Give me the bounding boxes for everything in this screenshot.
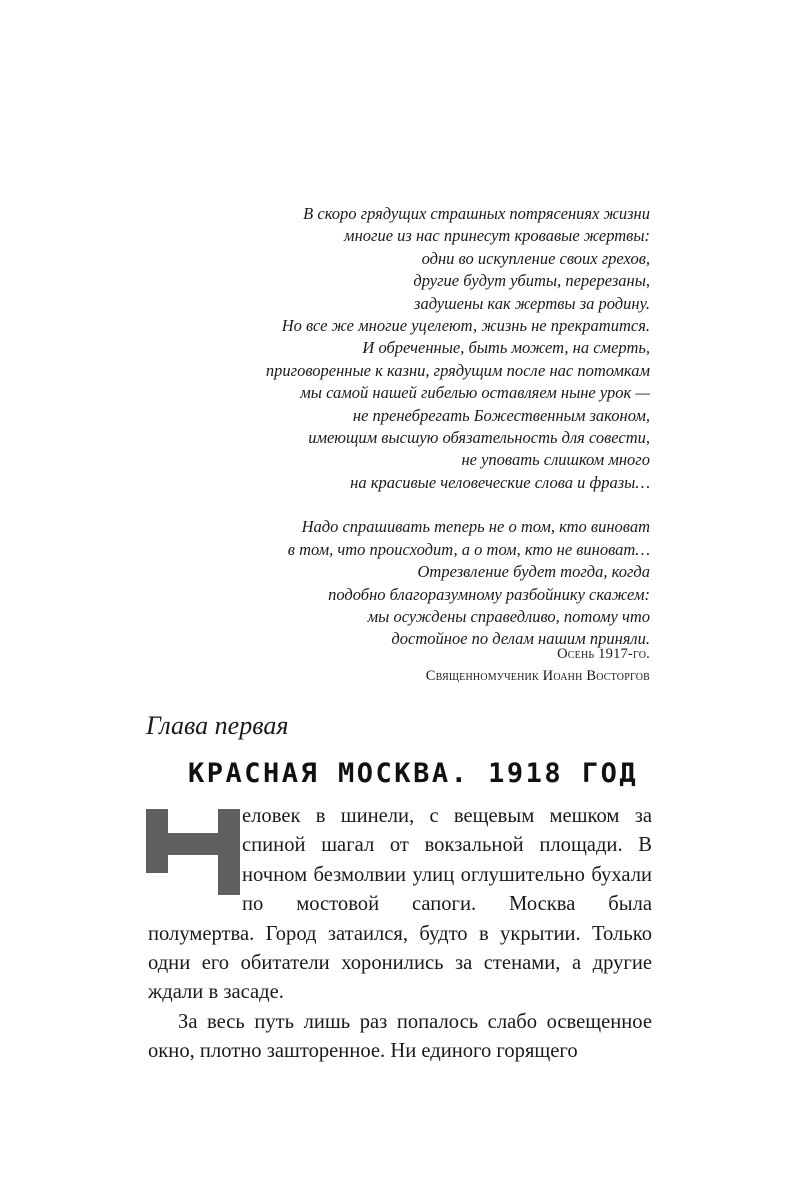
paragraph-text: еловек в шинели, с вещевым мешком за спиной шагал от вокзальной площади. В ночном безмолвии улиц оглушительно бухали по мостовой сапоги. Москва была полумертва. Город затаился, будто в укрытии. Только одни его обитатели хоронились за стенами, а другие ждали в засаде.	[148, 805, 652, 1004]
epigraph-line: Но все же многие уцелеют, жизнь не прекратится.	[281, 316, 650, 336]
epigraph-line: Отрезвление будет тогда, когда	[417, 562, 650, 582]
epigraph-line: многие из нас принесут кровавые жертвы:	[344, 226, 650, 246]
attribution-author: Священномученик Иоанн Восторгов	[425, 668, 650, 684]
epigraph-line: мы самой нашей гибелью оставляем ныне урок —	[300, 383, 650, 403]
chapter-label: Глава первая	[146, 711, 289, 740]
epigraph-line: Надо спрашивать теперь не о том, кто виноват	[301, 517, 650, 537]
epigraph-line: приговоренные к казни, грядущим после нас потомкам	[265, 360, 650, 380]
epigraph-line: не пренебрегать Божественным законом,	[352, 405, 650, 425]
drop-cap-letter	[146, 895, 147, 896]
chapter-title: КРАСНАЯ МОСКВА. 1918 ГОД	[188, 758, 639, 789]
epigraph-line: достойное по делам нашим приняли.	[391, 629, 650, 649]
epigraph-line: на красивые человеческие слова и фразы…	[350, 472, 650, 492]
epigraph-line: одни во искупление своих грехов,	[421, 248, 650, 268]
epigraph-line: В скоро грядущих страшных потрясениях жизни	[303, 204, 650, 223]
epigraph-line: задушены как жертвы за родину.	[414, 293, 650, 313]
epigraph-stanza-1	[230, 203, 650, 494]
epigraph-line: мы осуждены справедливо, потому что	[367, 606, 650, 626]
epigraph	[230, 203, 650, 651]
epigraph-line: подобно благоразумному разбойнику скажем:	[328, 584, 650, 604]
epigraph-line: И обреченные, быть может, на смерть,	[362, 338, 650, 358]
drop-cap-glyph	[146, 809, 240, 895]
epigraph-line: другие будут убиты, перерезаны,	[413, 271, 650, 291]
drop-cap	[146, 809, 240, 895]
epigraph-line: в том, что происходит, а о том, кто не виноват…	[287, 539, 650, 559]
epigraph-attribution	[426, 643, 650, 687]
epigraph-line: не уповать слишком много	[461, 450, 650, 470]
attribution-date: Осень 1917-го.	[557, 646, 650, 662]
epigraph-line: имеющим высшую обязательность для совести,	[308, 428, 650, 448]
paragraph-text: За весь путь лишь раз попалось слабо освещенное окно, плотно зашторенное. Ни единого горящего	[148, 1010, 652, 1063]
body-paragraph	[148, 802, 652, 1008]
epigraph-stanza-2	[230, 516, 650, 650]
body-paragraph	[148, 1008, 652, 1067]
chapter-body	[148, 802, 652, 1067]
